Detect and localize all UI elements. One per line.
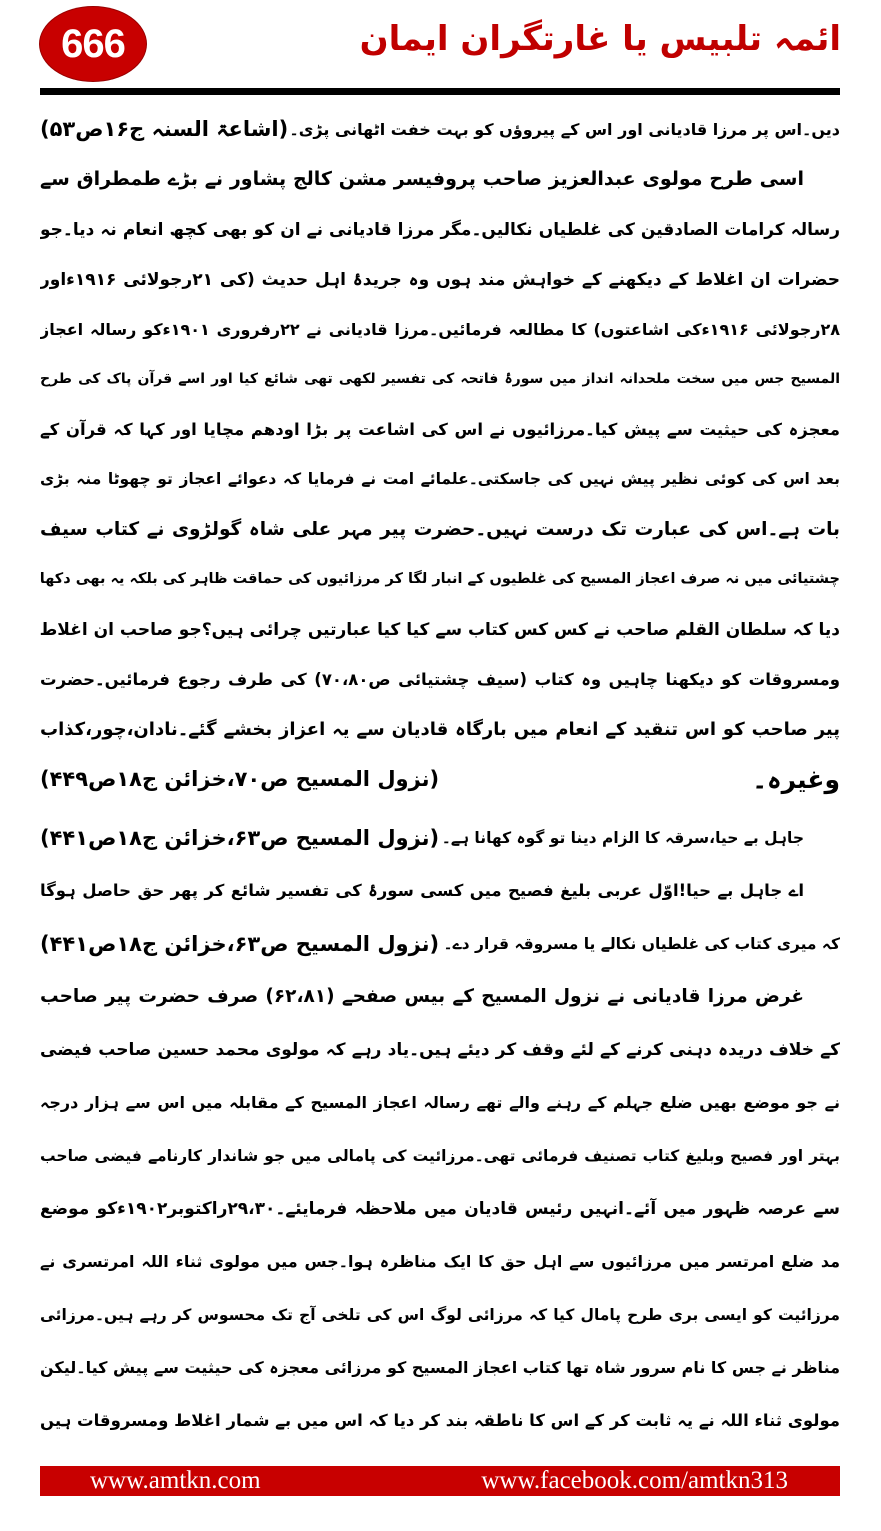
line-text: ۲۸رجولائی ۱۹۱۶ءکی اشاعتوں) کا مطالعہ فرمائیں۔مرزا قادیانی نے ۲۲رفروری ۱۹۰۱ءکو رسالہ اعجاز xyxy=(40,319,840,339)
text-line xyxy=(40,1023,840,1076)
line-text: بہتر اور فصیح وبلیغ کتاب تصنیف فرمائی تھی۔مرزائیت کی پامالی میں جو شاندار کارنامے فیضی صاحب xyxy=(40,1146,840,1165)
paragraph-block-2 xyxy=(40,811,840,1447)
line-text: جاہل بے حیا،سرقہ کا الزام دینا تو گوہ کھانا ہے۔ xyxy=(441,828,804,847)
line-text: بعد اس کی کوئی نظیر پیش نہیں کی جاسکتی۔علمائے امت نے فرمایا کہ دعوائے اعجاز تو چھوٹا منہ بڑی xyxy=(40,470,840,488)
line-text: سے عرصہ ظہور میں آئے۔انہیں رئیس قادیان میں ملاحظہ فرمایئے۔۲۹،۳۰راکتوبر۱۹۰۲ءکو موضع xyxy=(40,1199,840,1219)
text-line xyxy=(40,204,840,254)
line-text: اسی طرح مولوی عبدالعزیز صاحب پروفیسر مشن کالج پشاور نے بڑے طمطراق سے xyxy=(40,168,804,190)
line-text: دیا کہ سلطان القلم صاحب نے کس کس کتاب سے کیا کیا عبارتیں چرائی ہیں؟جو صاحب ان اغلاط xyxy=(40,619,840,640)
paragraph-block-1 xyxy=(40,104,840,804)
line-text: کے خلاف دریدہ دہنی کرنے کے لئے وقف کر دیئے ہیں۔یاد رہے کہ مولوی محمد حسین صاحب فیضی xyxy=(40,1040,840,1060)
facebook-link[interactable]: www.facebook.com/amtkn313 xyxy=(481,1467,788,1494)
line-text: پیر صاحب کو اس تنقید کے انعام میں بارگاہ قادیان سے یہ اعزاز بخشے گئے۔نادان،چور،کذاب xyxy=(40,718,840,740)
paragraph-gap xyxy=(40,804,840,811)
line-text: بات ہے۔اس کی عبارت تک درست نہیں۔حضرت پیر مہر علی شاہ گولڑوی نے کتاب سیف xyxy=(40,518,840,540)
citation: (نزول المسیح ص۷۰،خزائن ج۱۸ص۴۴۹) xyxy=(40,767,440,791)
citation: (اشاعۃ السنہ ج۱۶ص۵۳) xyxy=(40,117,289,141)
line-text: غرض مرزا قادیانی نے نزول المسیح کے بیس صفحے (۶۲،۸۱) صرف حضرت پیر صاحب xyxy=(40,986,804,1007)
text-line xyxy=(40,917,840,970)
line-text: دیں۔اس پر مرزا قادیانی اور اس کے پیروؤں کو بہت خفت اٹھانی پڑی۔ xyxy=(289,119,840,139)
text-line xyxy=(40,1182,840,1235)
text-line xyxy=(40,504,840,554)
line-text: المسیح جس میں سخت ملحدانہ انداز میں سورۂ فاتحہ کی تفسیر لکھی تھی شائع کیا اور اسے قرآن پاک کی طرح xyxy=(40,371,840,387)
page-body xyxy=(40,104,840,1447)
line-text: چشتیائی میں نہ صرف اعجاز المسیح کی غلطیوں کے انبار لگا کر مرزائیوں کی حماقت ظاہر کی بلکہ یہ بھی دکھا xyxy=(40,571,840,587)
line-text: رسالہ کرامات الصادقین کی غلطیاں نکالیں۔مگر مرزا قادیانی نے ان کو بھی کچھ انعام نہ دیا۔جو xyxy=(40,219,840,240)
text-line xyxy=(40,754,840,804)
text-line xyxy=(40,1235,840,1288)
text-line xyxy=(40,104,840,154)
line-text: معجزہ کی حیثیت سے پیش کیا۔مرزائیوں نے اس کی اشاعت پر بڑا اودھم مچایا اور کہا کہ قرآن کے xyxy=(40,419,840,439)
citation: (نزول المسیح ص۶۳،خزائن ج۱۸ص۴۴۱) xyxy=(40,825,440,850)
text-line xyxy=(40,970,840,1023)
text-line xyxy=(40,1076,840,1129)
text-line xyxy=(40,654,840,704)
line-text: مد ضلع امرتسر میں مرزائیوں سے اہل حق کا ایک مناظرہ ہوا۔جس میں مولوی ثناء اللہ امرتسری نے xyxy=(40,1252,840,1271)
line-text: ومسروقات کو دیکھنا چاہیں وہ کتاب (سیف چشتیائی ص۷۰،۸۰) کی طرف رجوع فرمائیں۔حضرت xyxy=(40,669,840,689)
text-line xyxy=(40,604,840,654)
text-line xyxy=(40,404,840,454)
text-line xyxy=(40,254,840,304)
text-line xyxy=(40,1129,840,1182)
website-link[interactable]: www.amtkn.com xyxy=(90,1467,261,1494)
header-divider xyxy=(40,88,840,95)
text-line xyxy=(40,304,840,354)
text-line xyxy=(40,704,840,754)
line-text: نے جو موضع بھیں ضلع جہلم کے رہنے والے تھے رسالہ اعجاز المسیح کے مقابلہ میں اس سے ہزار درجہ xyxy=(40,1093,840,1112)
book-title: ائمہ تلبیس یا غارتگران ایمان xyxy=(359,19,841,59)
line-text: کہ میری کتاب کی غلطیاں نکالے یا مسروقہ قرار دے۔ xyxy=(443,934,840,953)
text-line xyxy=(40,354,840,404)
text-line xyxy=(40,1341,840,1394)
line-text: مولوی ثناء اللہ نے یہ ثابت کر کے اس کا ناطقہ بند کر دیا کہ اس میں بے شمار اغلاط ومسروقات ہیں xyxy=(40,1411,840,1430)
text-line xyxy=(40,554,840,604)
page-number-badge: 666 xyxy=(40,7,146,81)
text-line xyxy=(40,864,840,917)
line-text: اے جاہل بے حیا!اوّل عربی بلیغ فصیح میں کسی سورۂ کی تفسیر شائع کر پھر حق حاصل ہوگا xyxy=(40,881,804,900)
line-text: حضرات ان اغلاط کے دیکھنے کے خواہش مند ہوں وہ جریدۂ اہل حدیث (کی ۲۱رجولائی ۱۹۱۶ءاور xyxy=(40,269,840,290)
line-text: وغیرہ۔ xyxy=(752,764,840,794)
line-text: مرزائیت کو ایسی بری طرح پامال کیا کہ مرزائی لوگ اس کی تلخی آج تک محسوس کر رہے ہیں۔مرزائی xyxy=(40,1305,840,1324)
text-line xyxy=(40,1394,840,1447)
text-line xyxy=(40,1288,840,1341)
line-text: مناظر نے جس کا نام سرور شاہ تھا کتاب اعجاز المسیح کو مرزائی معجزہ کی حیثیت سے پیش کیا۔لیکن xyxy=(40,1358,840,1377)
text-line xyxy=(40,154,840,204)
text-line xyxy=(40,811,840,864)
footer-bar xyxy=(40,1466,840,1496)
text-line xyxy=(40,454,840,504)
citation: (نزول المسیح ص۶۳،خزائن ج۱۸ص۴۴۱) xyxy=(40,931,440,956)
